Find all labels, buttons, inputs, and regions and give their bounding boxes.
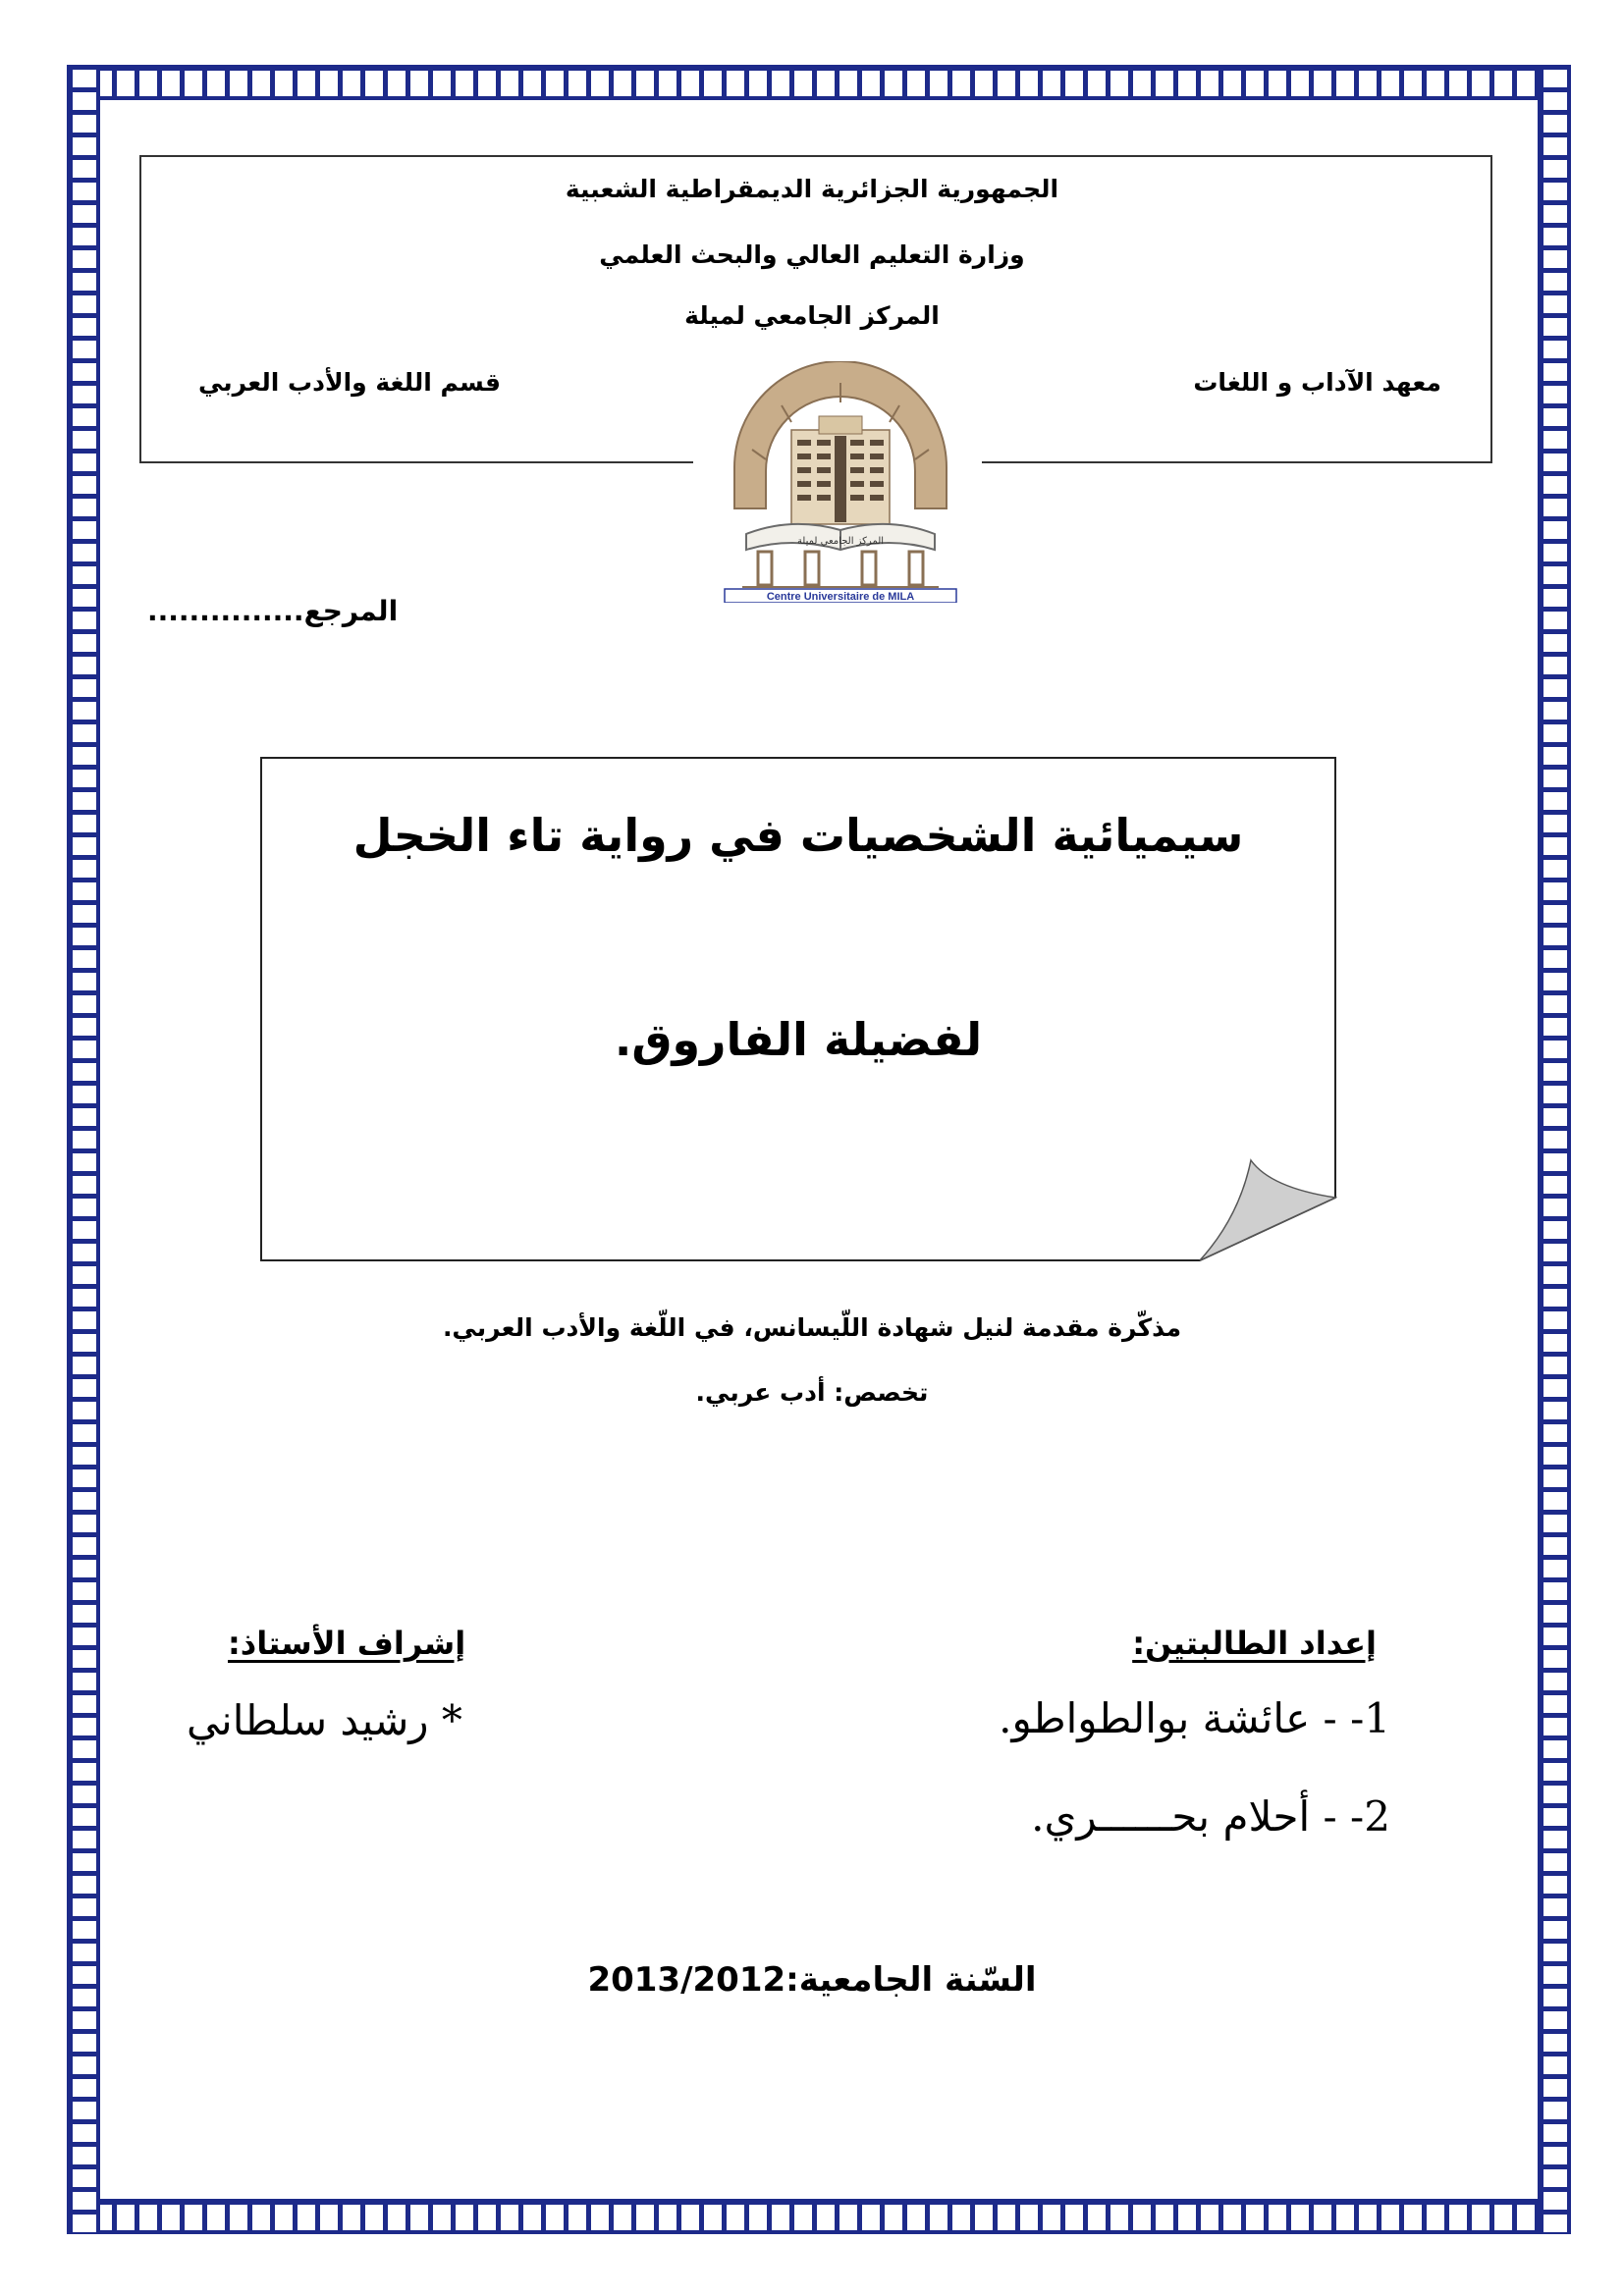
page-border-right bbox=[1538, 65, 1571, 2234]
academic-year-value: 2013/2012 bbox=[587, 1960, 786, 2000]
thesis-title-line-2: لفضيلة الفاروق. bbox=[614, 1013, 983, 1066]
students-heading: إعداد الطالبتين: bbox=[1132, 1625, 1377, 1662]
student-2 bbox=[1031, 1792, 1390, 1841]
memo-specialization: تخصص: أدب عربي. bbox=[695, 1378, 929, 1407]
reference-dots: ............... bbox=[147, 595, 304, 627]
reference-label: المرجع bbox=[303, 595, 399, 627]
memo-purpose: مذكّرة مقدمة لنيل شهادة اللّيسانس، في اللّغة والأدب العربي. bbox=[442, 1313, 1182, 1342]
university-logo bbox=[723, 361, 958, 603]
student-1-number: 1 bbox=[1364, 1694, 1390, 1742]
supervisor-heading: إشراف الأستاذ: bbox=[228, 1625, 466, 1662]
logo-latin-caption: Centre Universitaire de MILA bbox=[766, 591, 915, 603]
reference-line bbox=[147, 595, 398, 627]
center-line: المركز الجامعي لميلة bbox=[684, 301, 940, 330]
student-1-name: - - عائشة بوالطواطو. bbox=[999, 1694, 1365, 1742]
thesis-title-line-1: سيميائية الشخصيات في رواية تاء الخجل bbox=[352, 809, 1244, 862]
student-2-name: - - أحلام بحــــــري. bbox=[1031, 1792, 1365, 1841]
title-box bbox=[259, 756, 1337, 1262]
page-border-top bbox=[67, 65, 1571, 100]
institute-label: معهد الآداب و اللغات bbox=[1193, 368, 1441, 397]
department-label: قسم اللغة والأدب العربي bbox=[198, 368, 501, 397]
academic-year bbox=[0, 1960, 1624, 2000]
page-border-bottom bbox=[67, 2199, 1571, 2234]
student-2-number: 2 bbox=[1364, 1792, 1390, 1841]
ministry-line: وزارة التعليم العالي والبحث العلمي bbox=[599, 240, 1025, 269]
republic-line: الجمهورية الجزائرية الديمقراطية الشعبية bbox=[565, 175, 1059, 203]
supervisor-name: * رشيد سلطاني bbox=[187, 1696, 462, 1744]
logo-arabic-caption: المركز الجامعي لميلة bbox=[796, 536, 885, 547]
student-1 bbox=[999, 1694, 1390, 1742]
page-border-left bbox=[67, 65, 100, 2234]
academic-year-label: السّنة الجامعية: bbox=[785, 1960, 1037, 2000]
